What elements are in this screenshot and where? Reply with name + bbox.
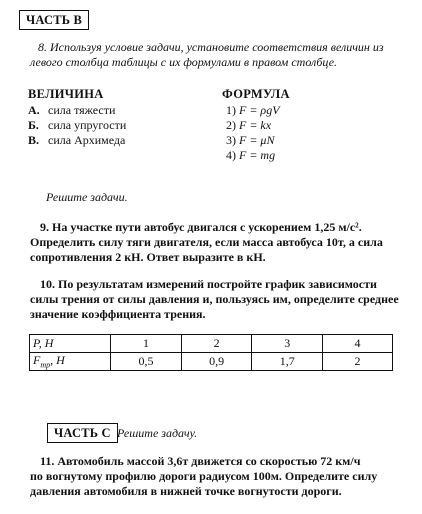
table-row [30,353,393,371]
task10-line: силы трения от силы давления и, пользуясь им, определите среднее [30,292,399,306]
task11-line: давления автомобиля в нижней точке вогнутости дороги. [30,484,342,498]
task9-line: Определить силу тяги двигателя, если масса автобуса 10т, а сила [30,235,383,249]
quantity-item: А. сила тяжести [28,103,116,117]
table-row [30,335,393,353]
part-c-instruction: Решите задачу. [117,426,198,440]
task9-line: сопротивления 2 кН. Ответ выразите в кН. [30,250,266,264]
table-cell: 2 [323,353,393,371]
formula-item: 2) F = kx [226,118,272,132]
formula-column-header: ФОРМУЛА [222,87,290,101]
task11-line: по вогнутому профилю дороги радиусом 100м. Определите силу [30,469,378,483]
row-header-pressure: P, H [30,335,111,353]
task10-line: значение коэффициента трения. [30,307,206,321]
task9-line: 9. На участке пути автобус двигался с ускорением 1,25 м/с². [40,220,362,234]
quantity-column-header: ВЕЛИЧИНА [28,87,104,101]
formula-item: 4) F = mg [226,148,276,162]
task8-text: 8. Используя условие задачи, установите соответствия величин из левого столбца таблицы с их формулами в правом столбце. [30,40,384,69]
table-cell: 4 [323,335,393,353]
part-b-label: ЧАСТЬ В [19,10,89,30]
table-cell: 0,5 [111,353,182,371]
formula-item: 1) F = ρgV [226,103,280,117]
quantity-list [28,103,126,148]
task9-text [30,220,415,265]
formula-list [226,103,280,163]
table-cell: 1 [111,335,182,353]
quantity-item: В. сила Архимеда [28,133,126,147]
measurements-table [29,334,393,371]
quantity-item: Б. сила упругости [28,118,127,132]
solve-tasks-instruction: Решите задачи. [46,190,128,204]
table-cell: 3 [252,335,323,353]
task11-text [30,454,415,499]
table-cell: 2 [181,335,252,353]
table-cell: 0,9 [181,353,252,371]
part-c-label: ЧАСТЬ С [47,423,118,443]
formula-item: 3) F = μN [226,133,275,147]
task11-line: 11. Автомобиль массой 3,6т движется со скоростью 72 км/ч [40,454,361,468]
task10-line: 10. По результатам измерений постройте график зависимости [40,277,377,291]
table-cell: 1,7 [252,353,323,371]
row-header-friction: $F_{тр}$, H [30,353,111,371]
task10-text [30,277,415,322]
